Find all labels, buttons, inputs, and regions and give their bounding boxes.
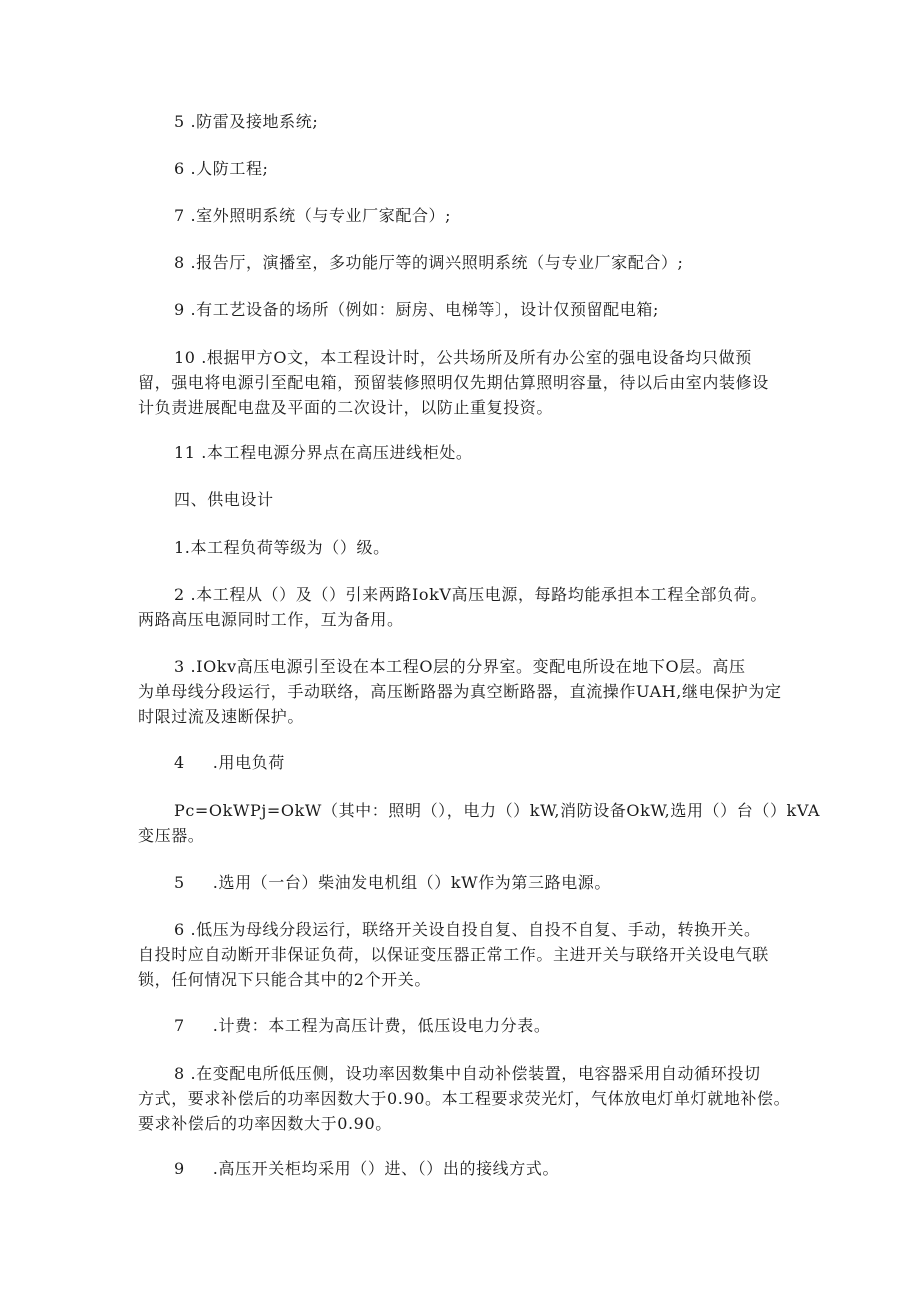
item-text: .防雷及接地系统;	[190, 112, 319, 131]
paragraph-line: 时限过流及速断保护。	[138, 707, 305, 726]
supply-item-8	[138, 1061, 791, 1136]
item-text: .本工程从（）及（）引来两路IokV高压电源，每路均能承担本工程全部负荷。	[190, 585, 767, 604]
item-text: 1.本工程负荷等级为（）级。	[174, 538, 390, 557]
item-number: 6	[174, 920, 185, 939]
paragraph-line: Pc=OkWPj=OkW（其中：照明（），电力（）kW,消防设备OkW,选用（）台（）kVA	[174, 801, 821, 820]
item-number: 2	[174, 585, 185, 604]
item-number: 6	[174, 159, 185, 178]
paragraph-line: 为单母线分段运行，手动联络，高压断路器为真空断路器，直流操作UAH,继电保护为定	[138, 682, 782, 701]
section-title: 四、供电设计	[174, 490, 274, 509]
item-text: .用电负荷	[212, 753, 285, 772]
item-text: .IOkv高压电源引至设在本工程O层的分界室。变配电所设在地下O层。高压	[190, 657, 746, 676]
paragraph-line: 变压器。	[138, 826, 205, 845]
item-number: 3	[174, 657, 185, 676]
item-text: .报告厅，演播室，多功能厅等的调兴照明系统（与专业厂家配合）;	[190, 253, 684, 272]
item-text: .本工程电源分界点在高压进线柜处。	[201, 443, 473, 462]
item-text: .有工艺设备的场所（例如：厨房、电梯等〕，设计仅预留配电箱;	[190, 300, 659, 319]
item-number: 7	[174, 206, 185, 225]
paragraph-line: 两路高压电源同时工作，互为备用。	[138, 610, 404, 629]
item-number: 8	[174, 1064, 185, 1083]
item-number: 9	[174, 300, 185, 319]
item-text: .在变配电所低压侧，设功率因数集中自动补偿装置，电容器采用自动循环投切	[190, 1064, 761, 1083]
item-number: 10	[174, 348, 196, 367]
list-item-9	[138, 297, 788, 322]
list-item-8	[138, 250, 788, 275]
paragraph-line: 锁，任何情况下只能合其中的2个开关。	[138, 970, 431, 989]
paragraph-line	[138, 654, 788, 679]
supply-item-3	[138, 654, 788, 729]
item-number: 9	[174, 1159, 185, 1178]
list-item-5	[138, 109, 788, 134]
supply-item-1	[138, 535, 788, 560]
item-text: .室外照明系统（与专业厂家配合）;	[190, 206, 452, 225]
list-item-6	[138, 156, 788, 181]
item-text: .计费：本工程为高压计费，低压设电力分表。	[212, 1016, 551, 1035]
load-formula	[138, 798, 821, 848]
item-number: 7	[174, 1016, 185, 1035]
paragraph-line: 要求补偿后的功率因数大于0.90。	[138, 1114, 392, 1133]
supply-item-9	[138, 1156, 788, 1181]
list-item-7	[138, 203, 788, 228]
list-item-10	[138, 345, 788, 420]
item-number: 11	[174, 443, 196, 462]
paragraph-line	[138, 345, 788, 370]
item-number: 8	[174, 253, 185, 272]
item-text: .高压开关柜均采用（）进、（）出的接线方式。	[212, 1159, 560, 1178]
supply-item-6	[138, 917, 788, 992]
item-text: .低压为母线分段运行，联络开关设自投自复、自投不自复、手动，转换开关。	[190, 920, 761, 939]
supply-item-2	[138, 582, 788, 632]
paragraph-line	[138, 1061, 788, 1086]
paragraph-line: 方式，要求补偿后的功率因数大于0.90。本工程要求荧光灯，气体放电灯单灯就地补偿。	[138, 1089, 791, 1108]
supply-item-7	[138, 1013, 788, 1038]
paragraph-line	[138, 917, 788, 942]
item-number: 5	[174, 873, 185, 892]
item-number: 5	[174, 112, 185, 131]
item-number: 4	[174, 753, 185, 772]
paragraph-line	[138, 582, 788, 607]
paragraph-line: 留，强电将电源引至配电箱，预留装修照明仅先期估算照明容量，待以后由室内装修设	[138, 373, 769, 392]
item-text: .根据甲方O文，本工程设计时，公共场所及所有办公室的强电设备均只做预	[201, 348, 752, 367]
section-heading	[138, 487, 788, 512]
item-text: .选用（一台）柴油发电机组（）kW作为第三路电源。	[212, 873, 612, 892]
paragraph-line: 计负责进展配电盘及平面的二次设计，以防止重复投资。	[138, 398, 554, 417]
paragraph-line: 自投时应自动断开非保证负荷，以保证变压器正常工作。主进开关与联络开关设电气联	[138, 945, 769, 964]
supply-item-4	[138, 750, 788, 775]
supply-item-5	[138, 870, 788, 895]
list-item-11	[138, 440, 788, 465]
item-text: .人防工程;	[190, 159, 269, 178]
